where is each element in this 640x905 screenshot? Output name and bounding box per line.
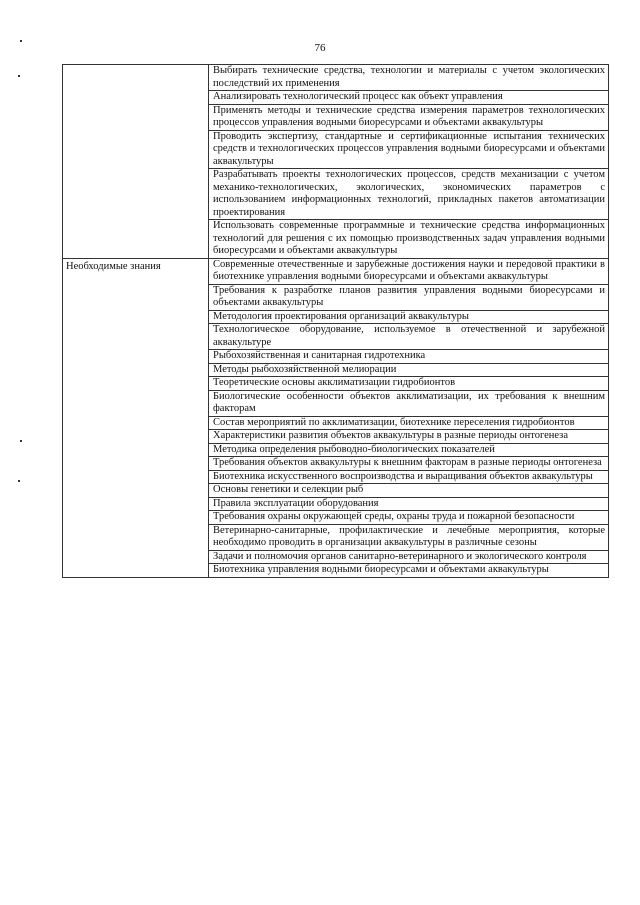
knowledge-item: Правила эксплуатации оборудования (209, 497, 609, 511)
knowledge-item: Ветеринарно-санитарные, профилактические и лечебные мероприятия, которые необходимо проводить в организации аквакультуры в различные сезоны (209, 524, 609, 550)
knowledge-item: Современные отечественные и зарубежные достижения науки и передовой практики в биотехнике управления водными биоресурсами и объектами аквакультуры (209, 258, 609, 284)
scan-speck (18, 480, 20, 482)
scan-speck (18, 75, 20, 77)
skill-item: Применять методы и технические средства измерения параметров технологических процессов управления водными биоресурсами и объектами аквакультуры (209, 104, 609, 130)
knowledge-label-cell (63, 258, 209, 577)
table-row (63, 258, 609, 284)
knowledge-item: Требования объектов аквакультуры к внешним факторам в разные периоды онтогенеза (209, 457, 609, 471)
knowledge-item: Требования к разработке планов развития управления водными биоресурсами и объектами аквакультуры (209, 284, 609, 310)
table-row (63, 65, 609, 91)
knowledge-item: Теоретические основы акклиматизации гидробионтов (209, 377, 609, 391)
knowledge-item: Методика определения рыбоводно-биологических показателей (209, 443, 609, 457)
knowledge-item: Методы рыбохозяйственной мелиорации (209, 363, 609, 377)
scan-speck (20, 440, 22, 442)
knowledge-item: Биотехника искусственного воспроизводства и выращивания объектов аквакультуры (209, 470, 609, 484)
knowledge-item: Рыбохозяйственная и санитарная гидротехника (209, 350, 609, 364)
knowledge-item: Требования охраны окружающей среды, охраны труда и пожарной безопасности (209, 511, 609, 525)
page-number: 76 (314, 42, 326, 54)
knowledge-item: Методология проектирования организаций аквакультуры (209, 310, 609, 324)
knowledge-label: Необходимые знания (66, 260, 161, 272)
skill-item: Использовать современные программные и технические средства информационных технологий для решения с их помощью производственных задач управления водными биоресурсами и объектами аквакультуры (209, 220, 609, 259)
skill-item: Разрабатывать проекты технологических процессов, средств механизации с учетом механико-технологических, экологических, экономических параметров с использованием информационных технологий, прикладных пакетов автоматизации проектирования (209, 169, 609, 220)
skill-item: Анализировать технологический процесс как объект управления (209, 91, 609, 105)
skill-item: Проводить экспертизу, стандартные и сертификационные испытания технических средств и технологических процессов управления водными биоресурсами и объектами аквакультуры (209, 130, 609, 169)
knowledge-item: Биологические особенности объектов акклиматизации, их требования к внешним факторам (209, 390, 609, 416)
requirements-table (62, 64, 609, 578)
knowledge-item: Характеристики развития объектов аквакультуры в разные периоды онтогенеза (209, 430, 609, 444)
scan-speck (20, 40, 22, 42)
knowledge-item: Технологическое оборудование, используемое в отечественной и зарубежной аквакультуре (209, 324, 609, 350)
skill-item: Выбирать технические средства, технологии и материалы с учетом экологических последствий их применения (209, 65, 609, 91)
knowledge-item: Основы генетики и селекции рыб (209, 484, 609, 498)
knowledge-item: Биотехника управления водными биоресурсами и объектами аквакультуры (209, 564, 609, 578)
knowledge-item: Задачи и полномочия органов санитарно-ветеринарного и экологического контроля (209, 550, 609, 564)
knowledge-item: Состав мероприятий по акклиматизации, биотехнике переселения гидробионтов (209, 416, 609, 430)
skills-label-cell (63, 65, 209, 259)
